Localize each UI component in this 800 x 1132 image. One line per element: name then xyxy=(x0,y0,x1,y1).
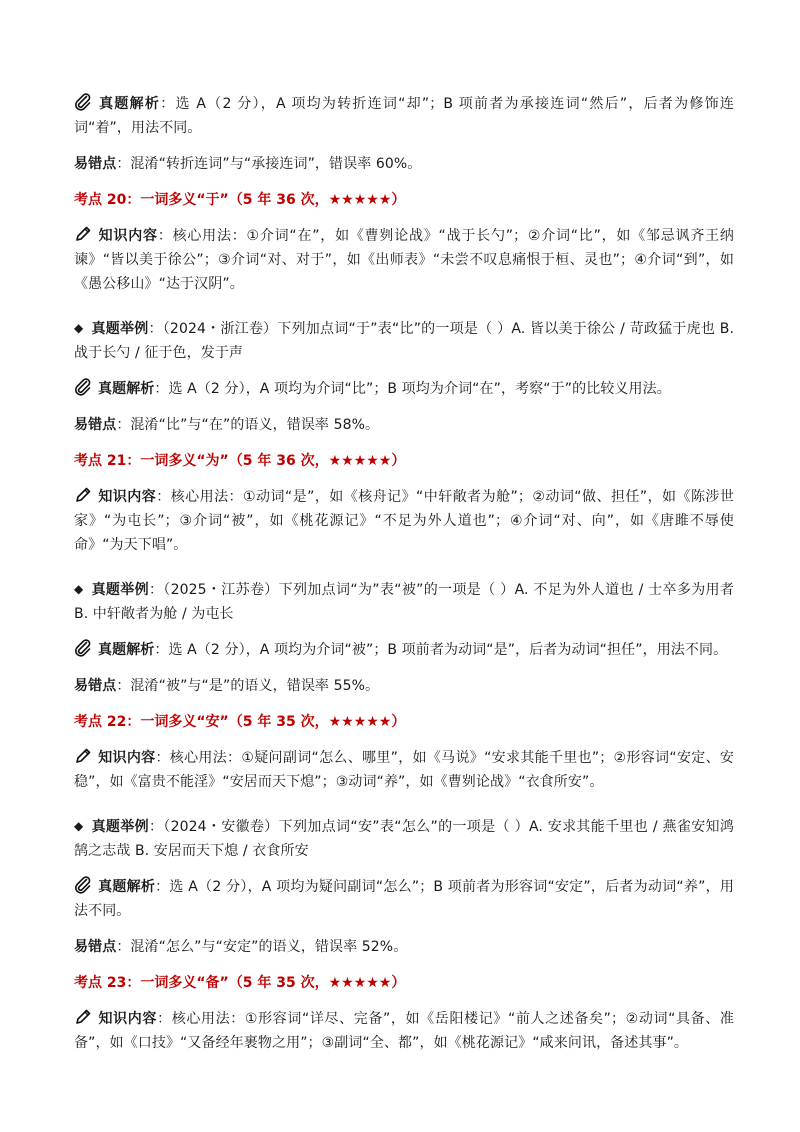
knowledge-paragraph xyxy=(74,485,734,557)
example-text: ：（2024・安徽卷）下列加点词“安”表“怎么”的一项是（ ）A. 安求其能千里也 / 燕雀安知鸿鹄之志哉 B. 安居而天下熄 / 衣食所安 xyxy=(74,819,734,859)
example-paragraph xyxy=(74,316,734,365)
knowledge-label: 知识内容 xyxy=(98,228,158,244)
example-label: 真题举例 xyxy=(91,321,149,337)
knowledge-text: ：核心用法：①动词“是”，如《核舟记》“中轩敞者为舱”；②动词“做、担任”，如《陈涉世家》“为屯长”；③介词“被”，如《桃花源记》“不足为外人道也”；④介词“对、向”，如《唐雎不辱使命》“为天下唱”。 xyxy=(74,489,734,553)
document-page xyxy=(74,92,734,1067)
knowledge-paragraph xyxy=(74,224,734,296)
example-label: 真题举例 xyxy=(91,582,149,598)
pencil-icon xyxy=(74,747,92,765)
error-text: ：混淆“怎么”与“安定”的语义，错误率 52%。 xyxy=(116,939,408,955)
diamond-icon: ◆ xyxy=(74,582,84,596)
paperclip-icon xyxy=(74,93,92,111)
analysis-text: ：选 A（2 分），A 项均为疑问副词“怎么”；B 项前者为形容词“安定”，后者为动词“养”，用法不同。 xyxy=(74,879,734,919)
pencil-icon xyxy=(74,486,92,504)
error-text: ：混淆“转折连词”与“承接连词”，错误率 60%。 xyxy=(116,156,422,172)
section-heading: 考点 22：一词多义“安”（5 年 35 次，★★★★★） xyxy=(74,714,406,730)
diamond-icon: ◆ xyxy=(74,321,84,335)
example-label: 真题举例 xyxy=(91,819,149,835)
section-heading: 考点 21：一词多义“为”（5 年 36 次，★★★★★） xyxy=(74,453,406,469)
analysis-text: ：选 A（2 分），A 项均为介词“被”；B 项前者为动词“是”，后者为动词“担任”，用法不同。 xyxy=(154,642,728,658)
pencil-icon xyxy=(74,225,92,243)
error-text: ：混淆“比”与“在”的语义，错误率 58%。 xyxy=(116,417,380,433)
analysis-paragraph xyxy=(74,875,734,923)
paperclip-icon xyxy=(74,876,92,894)
example-text: ：（2024・浙江卷）下列加点词“于”表“比”的一项是（ ）A. 皆以美于徐公 / 苛政猛于虎也 B. 战于长勺 / 征于色，发于声 xyxy=(74,321,734,361)
analysis-text: ：选 A（2 分），A 项均为转折连词“却”；B 项前者为承接连词“然后”，后者为修饰连词“着”，用法不同。 xyxy=(74,96,734,136)
knowledge-paragraph xyxy=(74,1007,734,1055)
analysis-label: 真题解析 xyxy=(98,96,161,112)
example-paragraph xyxy=(74,577,734,626)
error-text: ：混淆“被”与“是”的语义，错误率 55%。 xyxy=(116,678,380,694)
paperclip-icon xyxy=(74,378,92,396)
analysis-paragraph xyxy=(74,92,734,140)
knowledge-label: 知识内容 xyxy=(98,1011,158,1027)
error-label: 易错点 xyxy=(74,939,117,955)
error-label: 易错点 xyxy=(74,678,117,694)
analysis-label: 真题解析 xyxy=(98,879,156,895)
knowledge-label: 知识内容 xyxy=(98,750,156,766)
error-paragraph xyxy=(74,674,734,698)
error-paragraph xyxy=(74,413,734,437)
error-paragraph xyxy=(74,152,734,176)
analysis-paragraph xyxy=(74,377,734,401)
analysis-label: 真题解析 xyxy=(98,642,155,658)
analysis-paragraph xyxy=(74,638,734,662)
knowledge-text: ：核心用法：①介词“在”，如《曹刿论战》“战于长勺”；②介词“比”，如《邹忌讽齐王纳谏》“皆以美于徐公”；③介词“对、对于”，如《出师表》“未尝不叹息痛恨于桓、灵也”；④介词“到”，如《愚公移山》“达于汉阴”。 xyxy=(74,228,734,292)
diamond-icon: ◆ xyxy=(74,819,84,833)
analysis-text: ：选 A（2 分），A 项均为介词“比”；B 项均为介词“在”，考察“于”的比较义用法。 xyxy=(154,381,671,397)
error-label: 易错点 xyxy=(74,417,117,433)
paperclip-icon xyxy=(74,639,92,657)
knowledge-label: 知识内容 xyxy=(98,489,157,505)
example-text: ：（2025・江苏卷）下列加点词“为”表“被”的一项是（ ）A. 不足为外人道也 / 士卒多为用者 B. 中轩敞者为舱 / 为屯长 xyxy=(74,582,734,622)
knowledge-text: ：核心用法：①形容词“详尽、完备”，如《岳阳楼记》“前人之述备矣”；②动词“具备、准备”，如《口技》“又备经年裹物之用”；③副词“全、都”，如《桃花源记》“咸来问讯，备述其事”。 xyxy=(74,1011,734,1051)
knowledge-paragraph xyxy=(74,746,734,794)
section-heading: 考点 20：一词多义“于”（5 年 36 次，★★★★★） xyxy=(74,192,406,208)
error-label: 易错点 xyxy=(74,156,117,172)
section-heading: 考点 23：一词多义“备”（5 年 35 次，★★★★★） xyxy=(74,975,406,991)
knowledge-text: ：核心用法：①疑问副词“怎么、哪里”，如《马说》“安求其能千里也”；②形容词“安定、安稳”，如《富贵不能淫》“安居而天下熄”；③动词“养”，如《曹刿论战》“衣食所安”。 xyxy=(74,750,734,790)
error-paragraph xyxy=(74,935,734,959)
example-paragraph xyxy=(74,814,734,863)
analysis-label: 真题解析 xyxy=(98,381,155,397)
pencil-icon xyxy=(74,1008,92,1026)
